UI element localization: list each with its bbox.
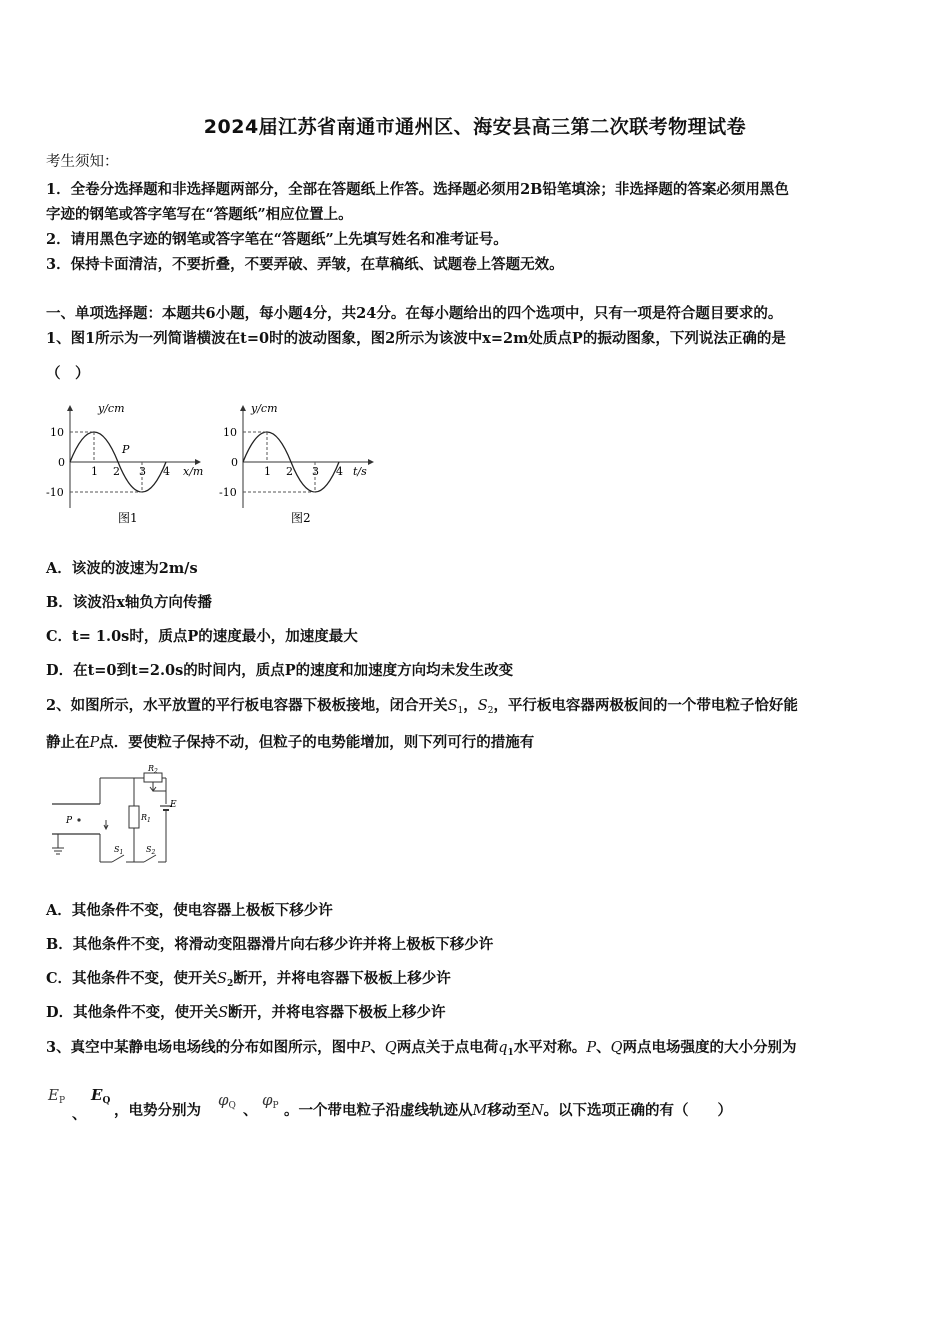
notice-heading: 考生须知： bbox=[46, 154, 119, 170]
section-heading: 一、单项选择题：本题共6小题，每小题4分，共24分。在每小题给出的四个选项中，只有一项是符合题目要求的。 bbox=[46, 305, 783, 322]
notice-item-3: 3．保持卡面清洁，不要折叠，不要弄破、弄皱，在草稿纸、试题卷上答题无效。 bbox=[46, 256, 564, 273]
q1-option-c: C．t= 1.0s时，质点P的速度最小，加速度最大 bbox=[46, 628, 358, 645]
q3-stem-line-2-part-1: ，电势分别为 bbox=[114, 1102, 201, 1119]
battery-label: E bbox=[170, 800, 177, 810]
fig1-xlabel: x/m bbox=[183, 465, 204, 478]
q3-symbol-phi-q: $\varphi_Q$ bbox=[218, 1091, 236, 1111]
fig2-y-zero: 0 bbox=[231, 456, 238, 469]
switch-s2 bbox=[144, 855, 156, 862]
fig2-tick-3: 3 bbox=[312, 465, 319, 478]
q3-symbol-ep: $E_P$ bbox=[48, 1086, 66, 1106]
r1-label: $R_1$ bbox=[141, 813, 151, 824]
fig2-ylabel: y/cm bbox=[251, 402, 278, 415]
particle-p-label: P bbox=[66, 816, 73, 826]
fig2-tick-4: 4 bbox=[336, 465, 343, 478]
switch-s2-label: $S_2$ bbox=[146, 845, 156, 856]
fig2-caption: 图2 bbox=[291, 511, 311, 525]
fig1-caption: 图1 bbox=[118, 511, 138, 525]
notice-item-1-line-2: 字迹的钢笔或答字笔写在“答题纸”相应位置上。 bbox=[46, 206, 353, 223]
particle-dot bbox=[77, 818, 80, 821]
notice-item-1-line-1: 1．全卷分选择题和非选择题两部分，全部在答题纸上作答。选择题必须用2B铅笔填涂；非选择题的答案必须用黑色 bbox=[46, 181, 789, 198]
fig1-y-top: 10 bbox=[50, 426, 64, 439]
q2-stem-line-2: 静止在P点．要使粒子保持不动，但粒子的电势能增加，则下列可行的措施有 bbox=[46, 734, 535, 751]
fig1-tick-1: 1 bbox=[91, 465, 98, 478]
fig2-y-bottom: -10 bbox=[219, 486, 237, 499]
q2-circuit-diagram bbox=[46, 762, 196, 870]
fig1-y-bottom: -10 bbox=[46, 486, 64, 499]
fig2-tick-1: 1 bbox=[264, 465, 271, 478]
fig1-ylabel: y/cm bbox=[98, 402, 125, 415]
q3-separator-2: 、 bbox=[243, 1102, 258, 1119]
r2-label: $R_2$ bbox=[148, 764, 158, 775]
fig2-y-top: 10 bbox=[223, 426, 237, 439]
fig2-tick-2: 2 bbox=[286, 465, 293, 478]
fig1-tick-2: 2 bbox=[113, 465, 120, 478]
fig1-y-zero: 0 bbox=[58, 456, 65, 469]
q1-stem-line-1: 1、图1所示为一列简谐横波在t=0时的波动图象，图2所示为该波中x=2m处质点P的振动图象，下列说法正确的是 bbox=[46, 330, 786, 347]
fig2-xlabel: t/s bbox=[353, 465, 367, 478]
q2-stem-line-1: 2、如图所示，水平放置的平行板电容器下极板接地，闭合开关$S_1$，$S_2$，平行板电容器两极板间的一个带电粒子恰好能 bbox=[46, 697, 798, 716]
q1-option-d: D．在t=0到t=2.0s的时间内，质点P的速度和加速度方向均未发生改变 bbox=[46, 662, 514, 679]
fig1-point-p: P bbox=[122, 443, 130, 456]
q3-symbol-eq: $E_Q$ bbox=[91, 1086, 111, 1106]
notice-item-2: 2．请用黑色字迹的钢笔或答字笔在“答题纸”上先填写姓名和准考证号。 bbox=[46, 231, 508, 248]
fig1-tick-4: 4 bbox=[163, 465, 170, 478]
q3-stem-line-1: 3、真空中某静电场电场线的分布如图所示，图中P、Q两点关于点电荷$q_1$水平对称。P、Q两点电场强度的大小分别为 bbox=[46, 1039, 797, 1058]
q2-s2-symbol: $S_2$ bbox=[477, 698, 494, 716]
fig1-tick-3: 3 bbox=[139, 465, 146, 478]
switch-s1-label: $S_1$ bbox=[114, 845, 124, 856]
q3-separator-1: 、 bbox=[72, 1106, 87, 1123]
q1-option-a: A．该波的波速为2m/s bbox=[46, 560, 198, 577]
q2-s1-symbol: $S_1$ bbox=[447, 698, 464, 716]
resistor-r1 bbox=[129, 806, 139, 828]
resistor-r2 bbox=[144, 773, 162, 782]
q2-option-d: D．其他条件不变，使开关S断开，并将电容器下极板上移少许 bbox=[46, 1004, 446, 1021]
q1-figure-2 bbox=[213, 398, 388, 533]
page-title: 2024届江苏省南通市通州区、海安县高三第二次联考物理试卷 bbox=[203, 116, 747, 138]
switch-s1 bbox=[112, 855, 124, 862]
q2-option-b: B．其他条件不变，将滑动变阻器滑片向右移少许并将上极板下移少许 bbox=[46, 936, 494, 953]
q1-option-b: B．该波沿x轴负方向传播 bbox=[46, 594, 212, 611]
q2-option-a: A．其他条件不变，使电容器上极板下移少许 bbox=[46, 902, 333, 919]
q3-symbol-phi-p: $\varphi_P$ bbox=[262, 1091, 279, 1111]
q3-stem-line-2-part-2: 。一个带电粒子沿虚线轨迹从M移动至N。以下选项正确的有（ ） bbox=[284, 1102, 733, 1119]
q1-figure-1 bbox=[40, 398, 215, 533]
q1-stem-line-2: （ ） bbox=[46, 365, 90, 382]
q2-option-c: C．其他条件不变，使开关$S_2$断开，并将电容器下极板上移少许 bbox=[46, 970, 451, 989]
